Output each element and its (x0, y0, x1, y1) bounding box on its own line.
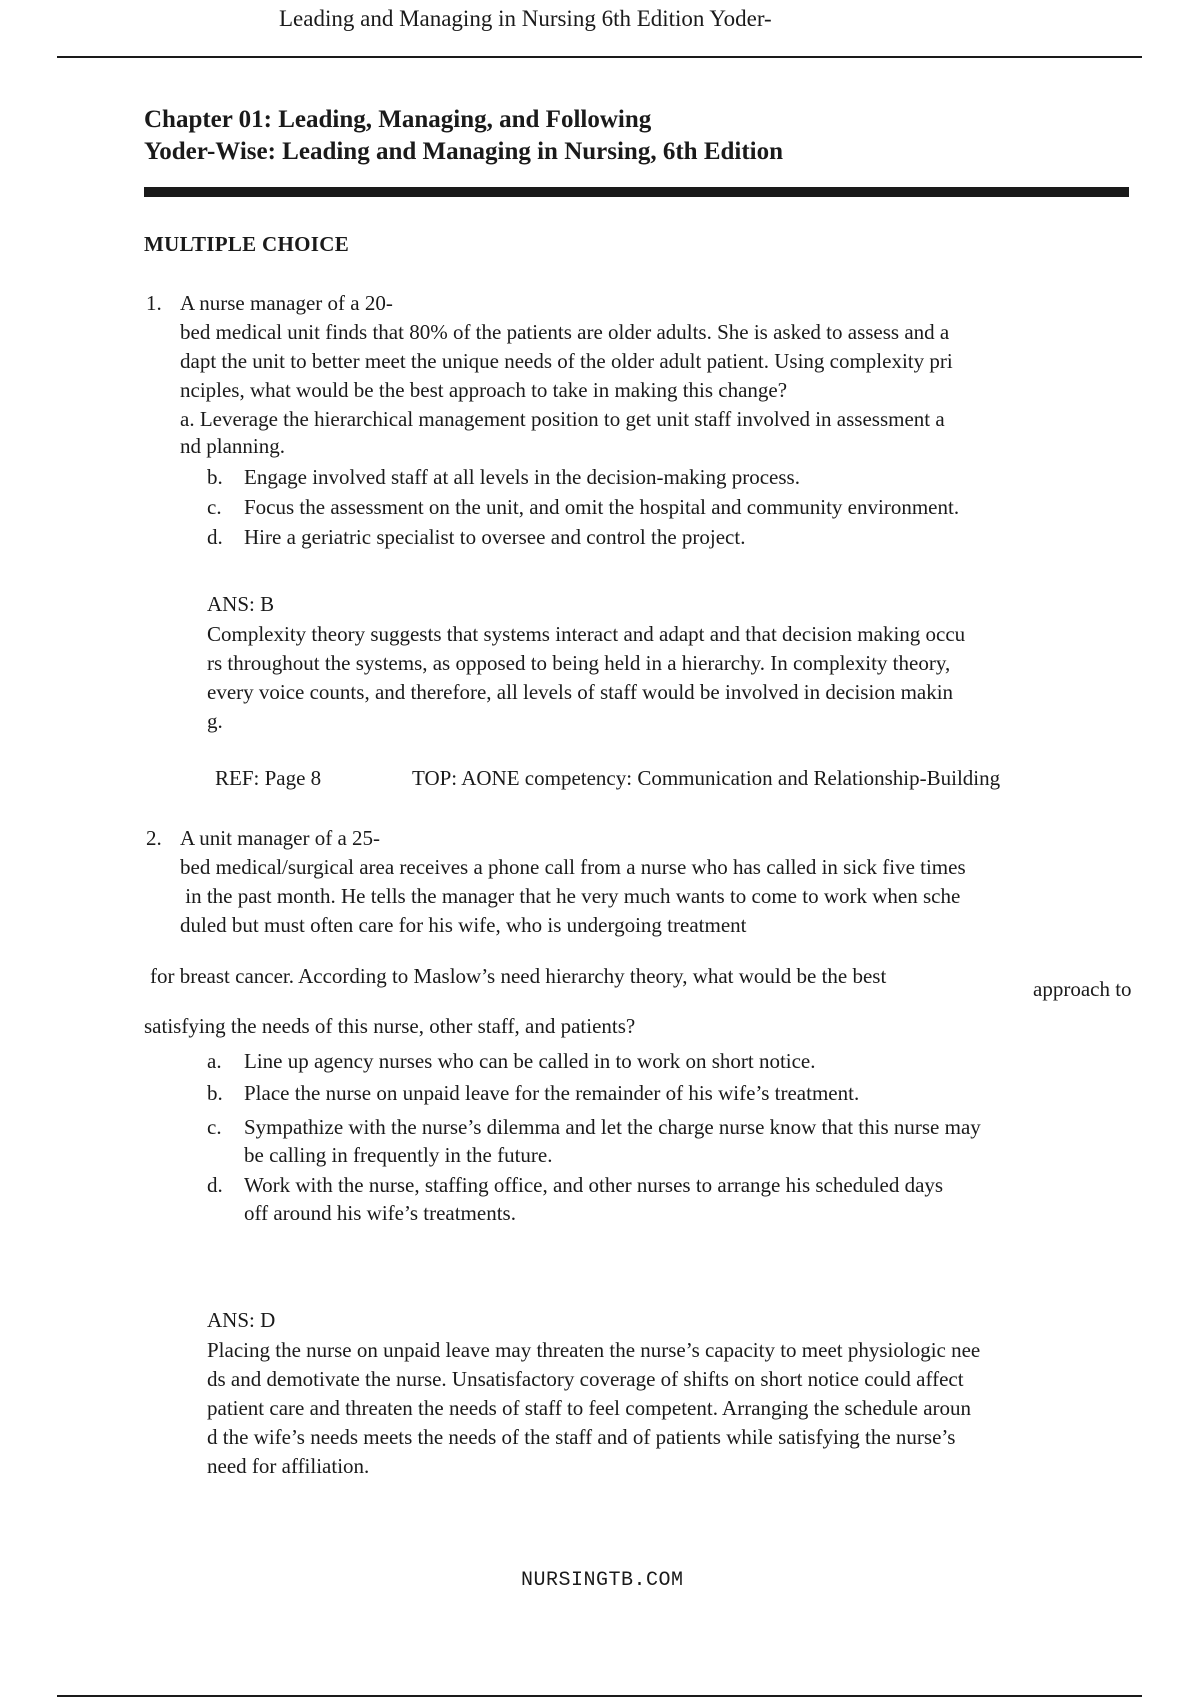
q2-stem-line: bed medical/surgical area receives a phone call from a nurse who has called in sick five times (180, 855, 966, 879)
q2-option-letter: d. (207, 1173, 223, 1197)
q1-option-c: Focus the assessment on the unit, and omit the hospital and community environment. (244, 495, 960, 519)
q2-stem-line: duled but must often care for his wife, who is undergoing treatment (180, 913, 747, 937)
q2-rationale-line: d the wife’s needs meets the needs of the staff and of patients while satisfying the nurse’s (207, 1425, 956, 1449)
q2-option-d: Work with the nurse, staffing office, and other nurses to arrange his scheduled days (244, 1173, 944, 1197)
q1-option-d: Hire a geriatric specialist to oversee and control the project. (244, 525, 746, 549)
q2-option-c: Sympathize with the nurse’s dilemma and let the charge nurse know that this nurse may (244, 1115, 981, 1139)
q1-option-letter: c. (207, 495, 222, 519)
section-heading: MULTIPLE CHOICE (144, 232, 350, 256)
q2-option-b: Place the nurse on unpaid leave for the remainder of his wife’s treatment. (244, 1081, 860, 1105)
q1-stem-line: dapt the unit to better meet the unique needs of the older adult patient. Using complexity pri (180, 349, 953, 373)
q2-option-letter: a. (207, 1049, 222, 1073)
q2-option-c-cont: be calling in frequently in the future. (244, 1143, 553, 1167)
q1-stem-line: A nurse manager of a 20- (180, 291, 393, 315)
q1-stem-line: bed medical unit finds that 80% of the patients are older adults. She is asked to assess and a (180, 320, 950, 344)
q1-ref: REF: Page 8 (215, 766, 322, 790)
q1-rationale-line: every voice counts, and therefore, all levels of staff would be involved in decision makin (207, 680, 954, 704)
title-thick-rule (144, 187, 1129, 197)
q2-option-d-cont: off around his wife’s treatments. (244, 1201, 516, 1225)
q2-option-letter: c. (207, 1115, 222, 1139)
q2-rationale-line: ds and demotivate the nurse. Unsatisfactory coverage of shifts on short notice could affect (207, 1367, 964, 1391)
running-header: Leading and Managing in Nursing 6th Edition Yoder- (279, 6, 772, 31)
q1-rationale-line: Complexity theory suggests that systems interact and adapt and that decision making occu (207, 622, 966, 646)
q2-rationale-line: need for affiliation. (207, 1454, 370, 1478)
q1-option-letter: b. (207, 465, 223, 489)
q2-rationale-line: Placing the nurse on unpaid leave may threaten the nurse’s capacity to meet physiologic nee (207, 1338, 981, 1362)
header-rule (57, 56, 1142, 58)
q1-answer: ANS: B (207, 592, 275, 616)
q1-option-letter: d. (207, 525, 223, 549)
q2-option-letter: b. (207, 1081, 223, 1105)
q2-option-a: Line up agency nurses who can be called in to work on short notice. (244, 1049, 816, 1073)
q2-stem-line: in the past month. He tells the manager that he very much wants to come to work when sche (180, 884, 961, 908)
book-title: Yoder-Wise: Leading and Managing in Nursing, 6th Edition (144, 138, 784, 165)
q2-number: 2. (146, 826, 162, 850)
q2-stem-end: satisfying the needs of this nurse, other staff, and patients? (144, 1014, 636, 1038)
footer-watermark: NURSINGTB.COM (521, 1569, 684, 1592)
q2-stem-cont: for breast cancer. According to Maslow’s need hierarchy theory, what would be the best (150, 964, 887, 988)
q1-topic: TOP: AONE competency: Communication and Relationship-Building (412, 766, 1001, 790)
q1-option-b: Engage involved staff at all levels in the decision-making process. (244, 465, 800, 489)
q1-rationale-line: g. (207, 709, 223, 733)
q1-option-a: a. Leverage the hierarchical management position to get unit staff involved in assessment a (180, 407, 945, 431)
q1-number: 1. (146, 291, 162, 315)
q1-stem-line: nciples, what would be the best approach to take in making this change? (180, 378, 788, 402)
q2-rationale-line: patient care and threaten the needs of staff to feel competent. Arranging the schedule aroun (207, 1396, 972, 1420)
q2-stem-cont-tail: approach to (1033, 977, 1132, 1001)
q2-stem-line: A unit manager of a 25- (180, 826, 381, 850)
footer-rule (57, 1695, 1142, 1697)
q1-option-a-cont: nd planning. (180, 434, 285, 458)
q2-answer: ANS: D (207, 1308, 276, 1332)
chapter-title: Chapter 01: Leading, Managing, and Following (144, 106, 652, 133)
q1-rationale-line: rs throughout the systems, as opposed to being held in a hierarchy. In complexity theory, (207, 651, 951, 675)
